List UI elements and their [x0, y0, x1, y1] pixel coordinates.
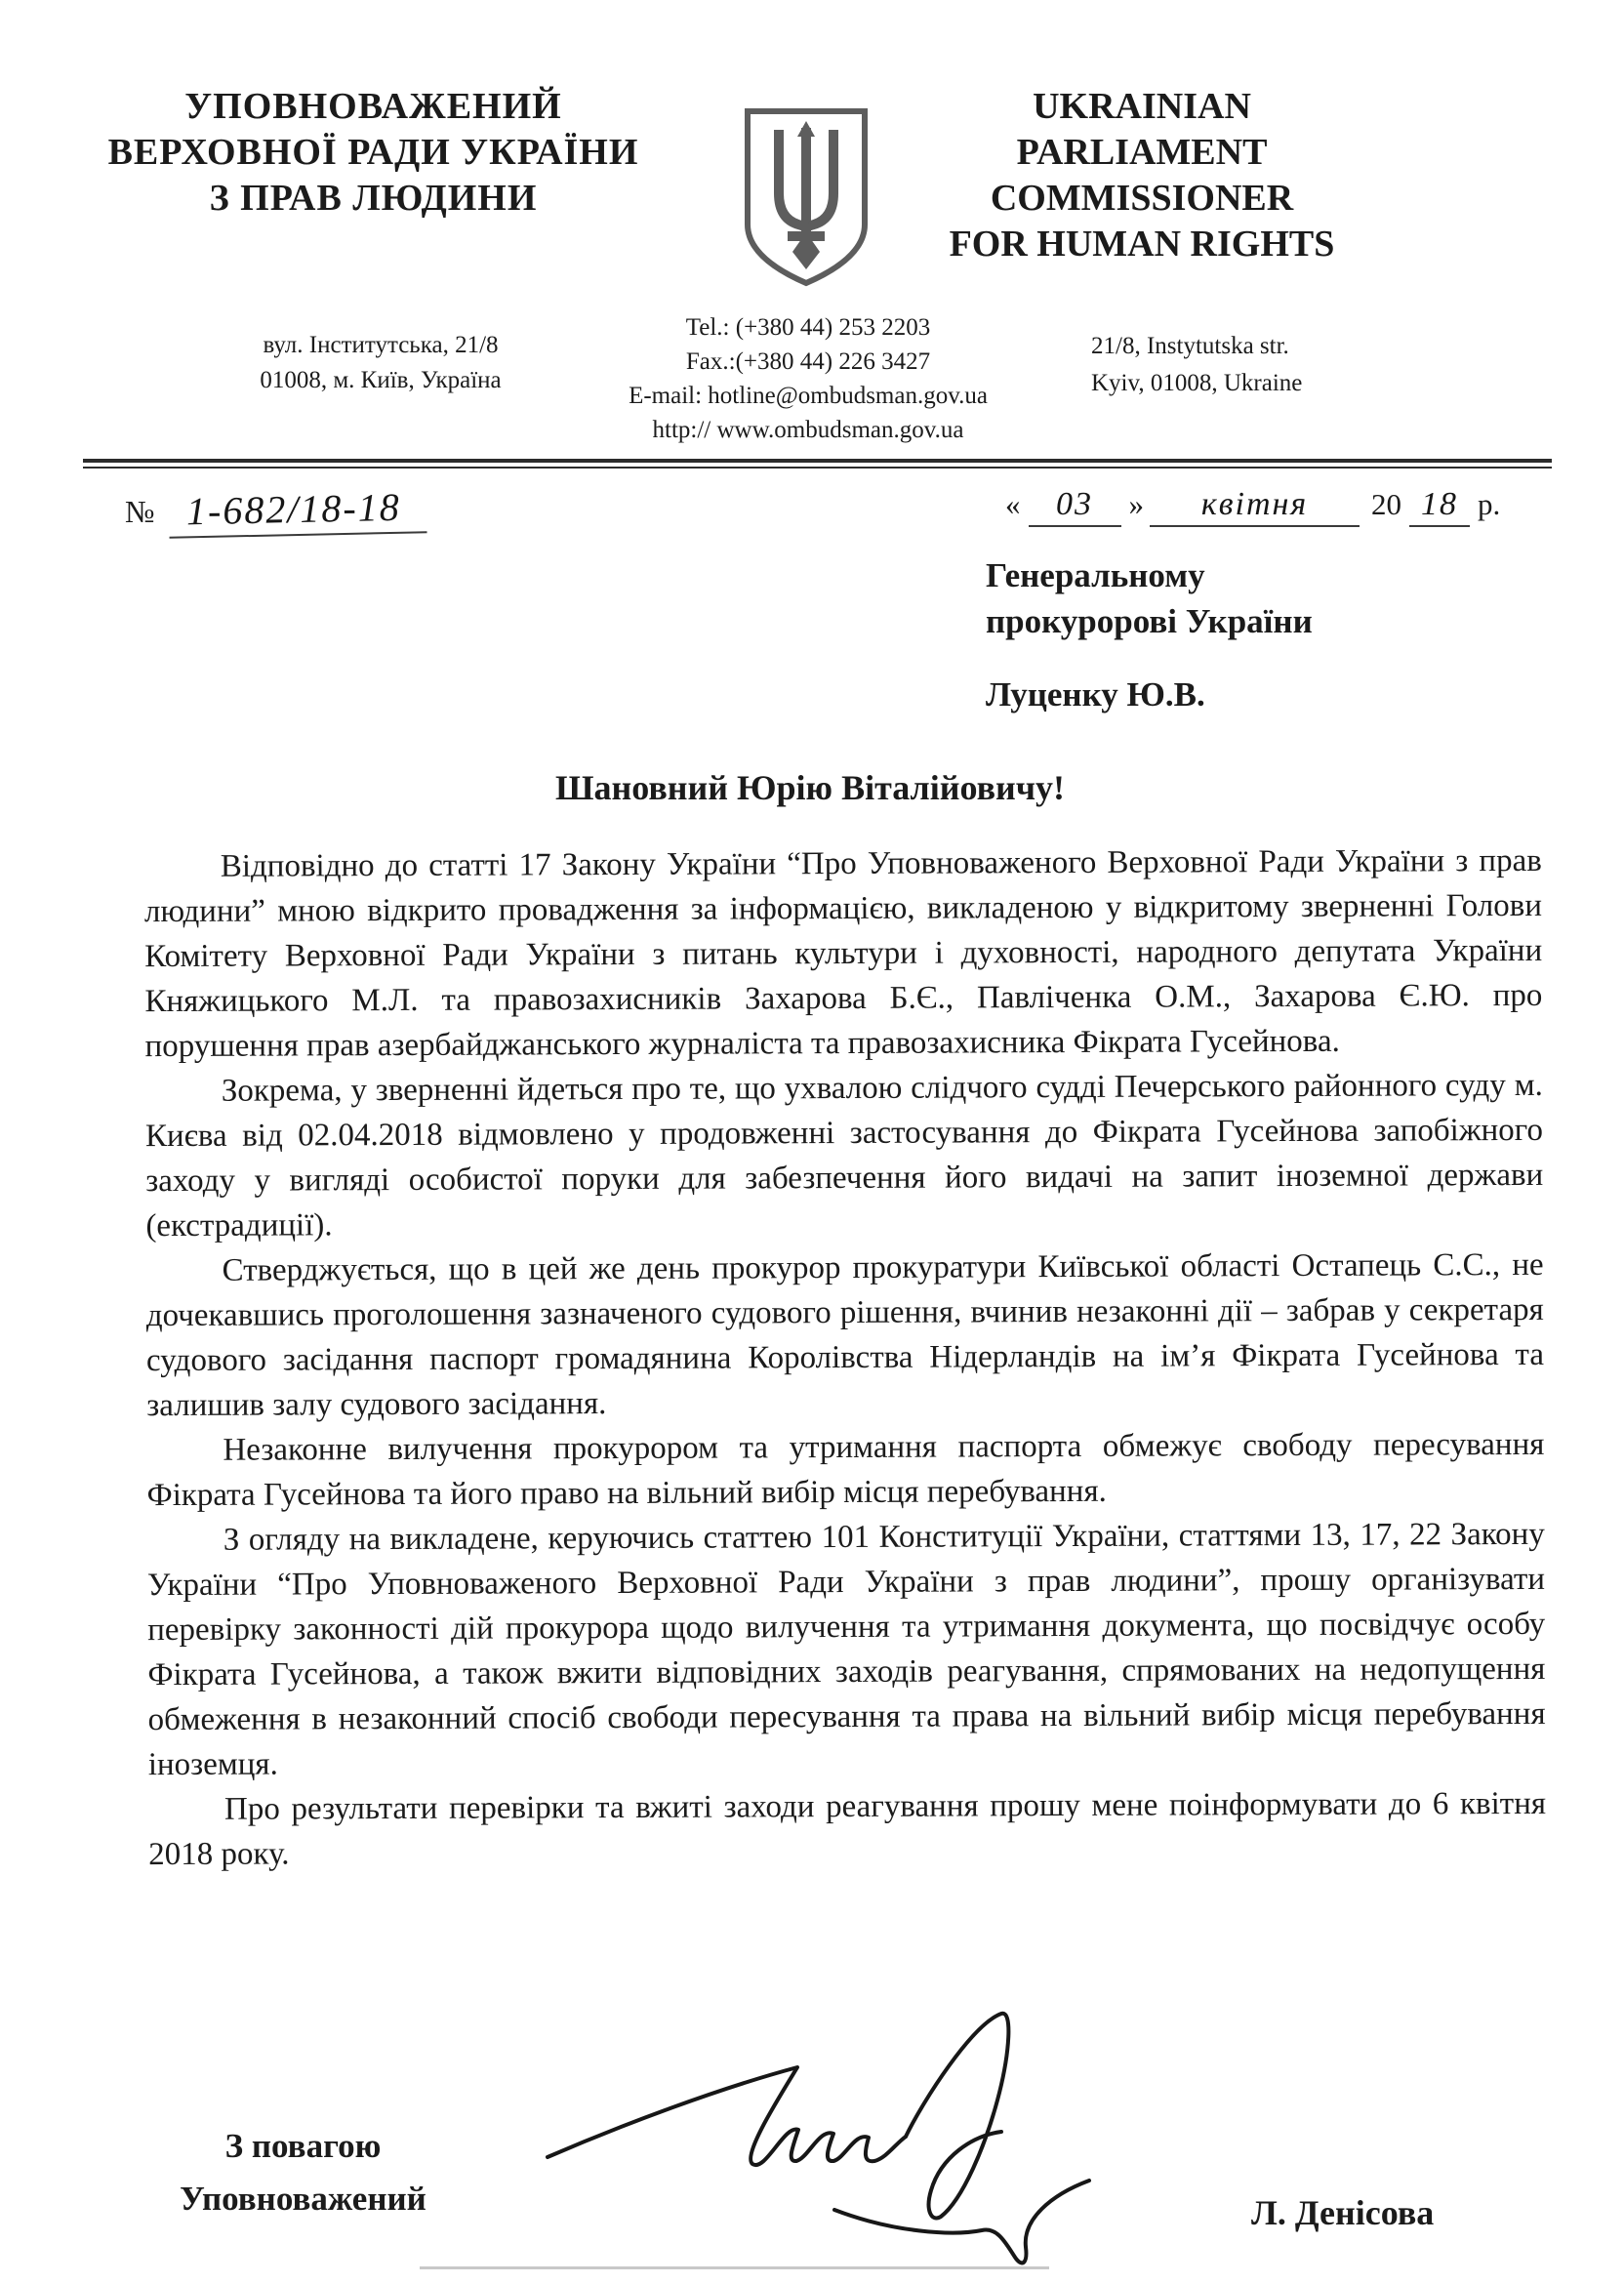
address-ukrainian [220, 328, 542, 398]
address-english [1091, 328, 1423, 402]
org-uk-line2: ВЕРХОВНОЇ РАДИ УКРАЇНИ [107, 132, 639, 173]
body-paragraph-5: З огляду на викладене, керуючись статтею 101 Конституції України, статтями 13, 17, 22 Закону України “Про Уповноваженого Верховної Ради України з прав людини”, прошу організувати перевірку законності дій прокурора щодо вилучення та утримання документа, що посвідчує особу Фікрата Гусейнова, а також вжити відповідних заходів реагування, спрямованих на недопущення обмеження в незаконний спосіб свободи пересування та права на вільний вибір місця перебування іноземця. [146, 1516, 1546, 1783]
org-en-line1: UKRAINIAN [1033, 86, 1251, 127]
address-uk-line2: 01008, м. Київ, Україна [260, 367, 502, 393]
org-en-line3: FOR HUMAN RIGHTS [949, 224, 1335, 265]
contact-website: http:// www.ombudsman.gov.ua [652, 417, 964, 443]
org-uk-line3: З ПРАВ ЛЮДИНИ [209, 178, 538, 219]
date-month-handwritten: квітня [1150, 486, 1360, 527]
signer-name: Л. Денісова [1251, 2193, 1435, 2232]
letterhead-divider [83, 459, 1552, 469]
body-paragraph-3: Стверджується, що в цей же день прокурор прокуратури Київської області Остапець С.С., не дочекавшись проголошення зазначеного судового рішення, вчинив незаконні дії – забрав у секретаря судового засідання паспорт громадянина Королівства Нідерландів на ім’я Фікрата Гусейнова та залишив залу судового засідання. [145, 1246, 1545, 1424]
address-uk-line1: вул. Інститутська, 21/8 [263, 332, 499, 358]
date-year-handwritten: 18 [1409, 486, 1470, 527]
scan-artifact-line [420, 2266, 1049, 2269]
body-paragraph-4: Незаконне вилучення прокурором та утримання паспорта обмежує свободу пересування Фікрата Гусейнова та його право на вільний вибір місця перебування. [146, 1426, 1545, 1514]
contact-email: E-mail: hotline@ombudsman.gov.ua [629, 383, 988, 409]
date-close-quote: » [1128, 487, 1144, 521]
body-paragraph-2: Зокрема, у зверненні йдеться про те, що ухвалою слідчого судді Печерського районного суду м. Києва від 02.04.2018 відмовлено у продовженні застосування до Фікрата Гусейнова запобіжного заходу у вигляді особистої поруки для забезпечення його видачі на запит іноземної держави (екстрадиції). [144, 1067, 1544, 1244]
salutation: Шановний Юрію Віталійовичу! [554, 768, 1066, 807]
body-paragraph-6: Про результати перевірки та вжиті заходи реагування прошу мене поінформувати до 6 квітня 2018 року. [148, 1785, 1547, 1873]
org-name-english [883, 84, 1401, 267]
date-year-prefix: 20 [1371, 487, 1401, 521]
reference-number [125, 486, 426, 536]
date-open-quote: « [1005, 487, 1021, 521]
date-line [1005, 486, 1500, 527]
addressee-line2: прокуророві України [986, 602, 1313, 640]
date-day-handwritten: 03 [1029, 486, 1121, 527]
org-name-ukrainian [93, 84, 654, 222]
closing-title: Уповноважений [180, 2180, 426, 2218]
date-suffix: р. [1478, 487, 1501, 521]
org-en-line2: PARLIAMENT COMMISSIONER [990, 132, 1294, 219]
address-en-line2: Kyiv, 01008, Ukraine [1091, 370, 1303, 396]
contact-tel: Tel.: (+380 44) 253 2203 [685, 314, 931, 341]
reference-value-handwritten: 1-682/18-18 [168, 483, 426, 539]
org-uk-line1: УПОВНОВАЖЕНИЙ [184, 86, 562, 127]
addressee-name: Луценку Ю.В. [986, 675, 1205, 714]
ukraine-trident-emblem-icon [742, 107, 871, 287]
letter-body [144, 838, 1547, 1877]
address-en-line1: 21/8, Instytutska str. [1091, 333, 1289, 359]
addressee-block [986, 552, 1532, 644]
contact-block [593, 310, 1023, 447]
closing-block [164, 2120, 442, 2225]
signature-icon [542, 2009, 1117, 2280]
body-paragraph-1: Відповідно до статті 17 Закону України “Про Уповноваженого Верховної Ради України з прав людини” мною відкрито провадження за інформацією, викладеною у відкритому зверненні Голови Комітету Верховної Ради України з питань культури і духовності, народного депутата України Княжицького М.Л. та правозахисників Захарова Б.Є., Павліченка О.М., Захарова Є.Ю. про порушення прав азербайджанського журналіста та правозахисника Фікрата Гусейнова. [143, 842, 1543, 1065]
contact-fax: Fax.:(+380 44) 226 3427 [685, 348, 931, 375]
closing-regards: З повагою [224, 2127, 382, 2165]
addressee-line1: Генеральному [986, 556, 1205, 594]
reference-label: № [125, 494, 155, 529]
